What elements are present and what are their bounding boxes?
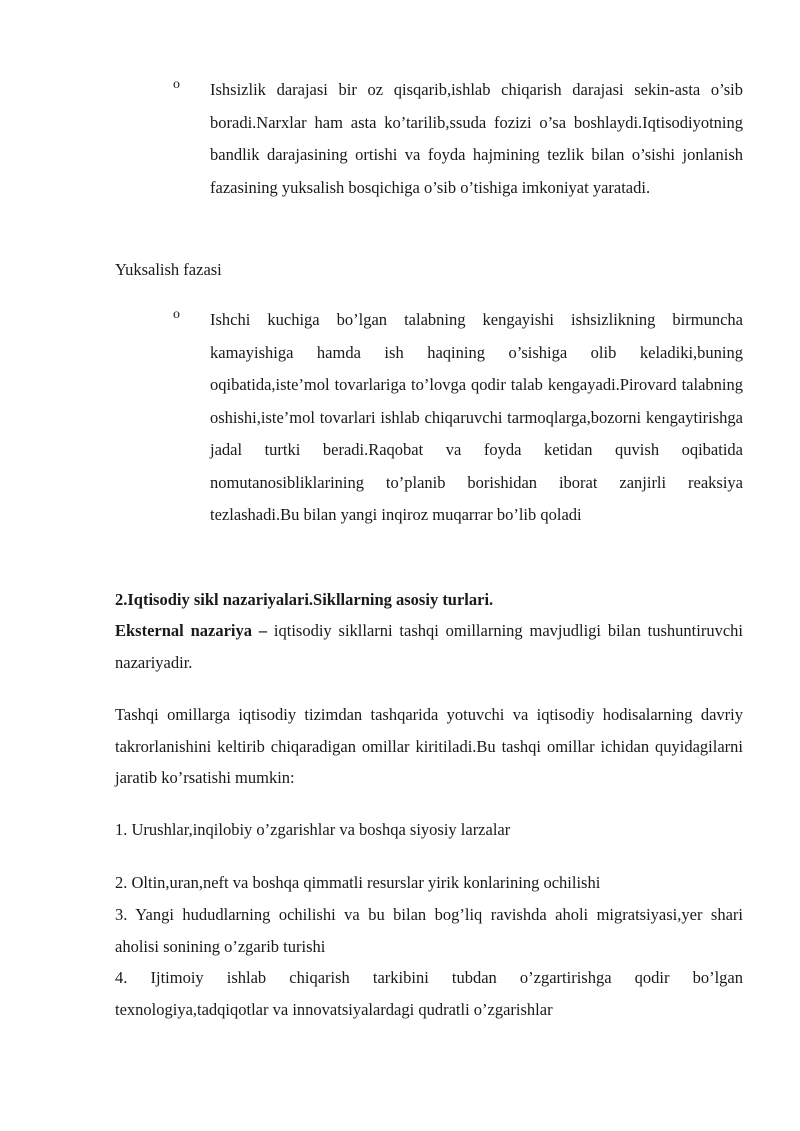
bullet-marker: o [173,307,180,322]
bullet-text: Ishchi kuchiga bo’lgan talabning kengayishi ishsizlikning birmuncha kamayishiga hamda ish haqining o’sishiga olib keladiki,buning oqibatida,iste’mol tovarlariga to’lovga qodir talab kengayadi.Pirovard talabning oshishi,iste’mol tovarlari ishlab chiqaruvchi tarmoqlarga,bozorni kengaytirishga jadal turtki beradi.Raqobat va foyda ketidan quvish oqibatida nomutanosibliklarining to’planib borishidan iborat zanjirli reaksiya tezlashadi.Bu bilan yangi inqiroz muqarrar bo’lib qoladi [210,310,743,524]
bullet-item-jonlanish [173,74,743,204]
bullet-marker: o [173,77,180,92]
eksternal-paragraph [115,615,743,678]
list-item-3: 3. Yangi hududlarning ochilishi va bu bilan bog’liq ravishda aholi migratsiyasi,yer shari aholisi sonining o’zgarib turishi [115,905,743,956]
bullet-item-yuksalish [173,304,743,532]
list-item-1: 1. Urushlar,inqilobiy o’zgarishlar va boshqa siyosiy larzalar [115,820,511,839]
eksternal-definition: iqtisodiy sikllarni tashqi omillarning mavjudligi bilan tushuntiruvchi nazariyadir. [115,621,743,672]
tashqi-omillar-paragraph: Tashqi omillarga iqtisodiy tizimdan tashqarida yotuvchi va iqtisodiy hodisalarning davriy takrorlanishini keltirib chiqaradigan omillar kiritiladi.Bu tashqi omillar ichidan quyidagilarni jaratib ko’rsatishi mumkin: [115,705,743,787]
list-item-2: 2. Oltin,uran,neft va boshqa qimmatli resurslar yirik konlarining ochilishi [115,873,601,892]
list-item-4: 4. Ijtimoiy ishlab chiqarish tarkibini tubdan o’zgartirishga qodir bo’lgan texnologiya,tadqiqotlar va innovatsiyalardagi qudratli o’zgarishlar [115,968,743,1019]
section-title: 2.Iqtisodiy sikl nazariyalari.Sikllarning asosiy turlari. [115,590,494,609]
eksternal-term: Eksternal nazariya – [115,621,268,640]
bullet-text: Ishsizlik darajasi bir oz qisqarib,ishlab chiqarish darajasi sekin-asta o’sib boradi.Narxlar ham asta ko’tarilib,ssuda fozizi o’sa boshlaydi.Iqtisodiyotning bandlik darajasining ortishi va foyda hajmining tezlik bilan o’sishi jonlanish fazasining yuksalish bosqichiga o’sib o’tishiga imkoniyat yaratadi. [210,80,743,197]
heading-yuksalish-fazasi: Yuksalish fazasi [115,260,222,279]
